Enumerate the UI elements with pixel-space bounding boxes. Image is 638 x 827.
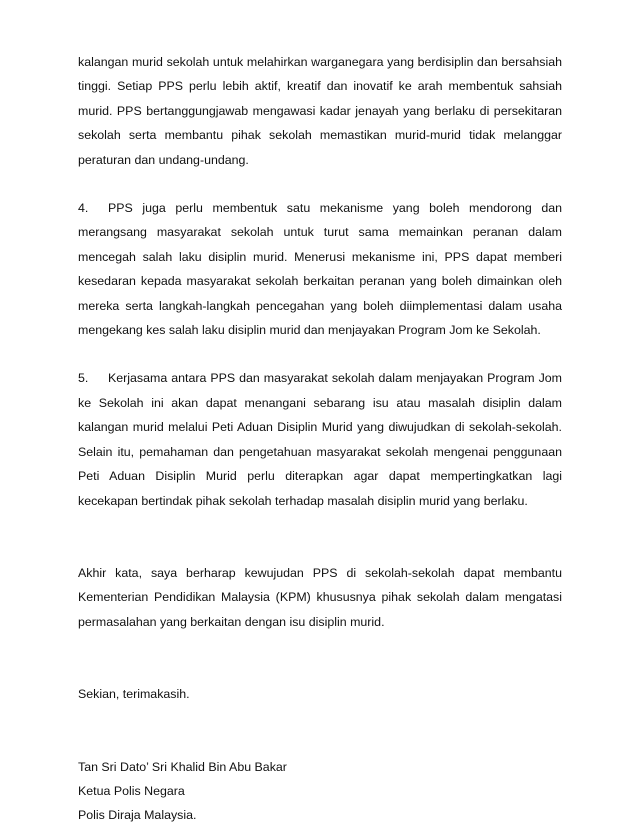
paragraph-conclusion	[78, 561, 562, 634]
paragraph-text: Akhir kata, saya berharap kewujudan PPS di sekolah-sekolah dapat membantu Kementerian Pendidikan Malaysia (KPM) khususnya pihak sekolah dalam mengatasi permasalahan yang berkaitan dengan isu disiplin murid.	[78, 565, 562, 629]
document-page	[78, 50, 562, 827]
closing-greeting: Sekian, terimakasih.	[78, 687, 190, 702]
signatory-name: Tan Sri Dato’ Sri Khalid Bin Abu Bakar	[78, 759, 287, 774]
paragraph-text: PPS juga perlu membentuk satu mekanisme yang boleh mendorong dan merangsang masyarakat sekolah untuk turut sama memainkan peranan dalam mencegah salah laku disiplin murid. Menerusi mekanisme ini, PPS dapat memberi kesedaran kepada masyarakat sekolah berkaitan peranan yang boleh dimainkan oleh mereka serta langkah-langkah pencegahan yang boleh diimplementasi dalam usaha mengekang kes salah laku disiplin murid dan menjayakan Program Jom ke Sekolah.	[78, 201, 562, 338]
paragraph-number: 4.	[78, 201, 89, 216]
paragraph-number: 5.	[78, 371, 89, 386]
signatory-organization: Polis Diraja Malaysia.	[78, 807, 197, 822]
signatory-title: Ketua Polis Negara	[78, 783, 185, 798]
signature-block	[78, 755, 562, 827]
paragraph-text: Kerjasama antara PPS dan masyarakat sekolah dalam menjayakan Program Jom ke Sekolah ini akan dapat menangani sebarang isu atau masalah disiplin dalam kalangan murid melalui Peti Aduan Disiplin Murid yang diwujudkan di sekolah-sekolah. Selain itu, pemahaman dan pengetahuan masyarakat sekolah mengenai penggunaan Peti Aduan Disiplin Murid perlu diterapkan agar dapat mempertingkatkan lagi kecekapan bertindak pihak sekolah terhadap masalah disiplin murid yang berlaku.	[78, 371, 562, 508]
paragraph-text: kalangan murid sekolah untuk melahirkan warganegara yang berdisiplin dan bersahsiah tinggi. Setiap PPS perlu lebih aktif, kreatif dan inovatif ke arah membentuk sahsiah murid. PPS bertanggungjawab mengawasi kadar jenayah yang berlaku di persekitaran sekolah serta membantu pihak sekolah memastikan murid-murid tidak melanggar peraturan dan undang-undang.	[78, 55, 562, 167]
paragraph-5	[78, 366, 562, 512]
paragraph-4	[78, 196, 562, 342]
paragraph-continuation	[78, 50, 562, 172]
